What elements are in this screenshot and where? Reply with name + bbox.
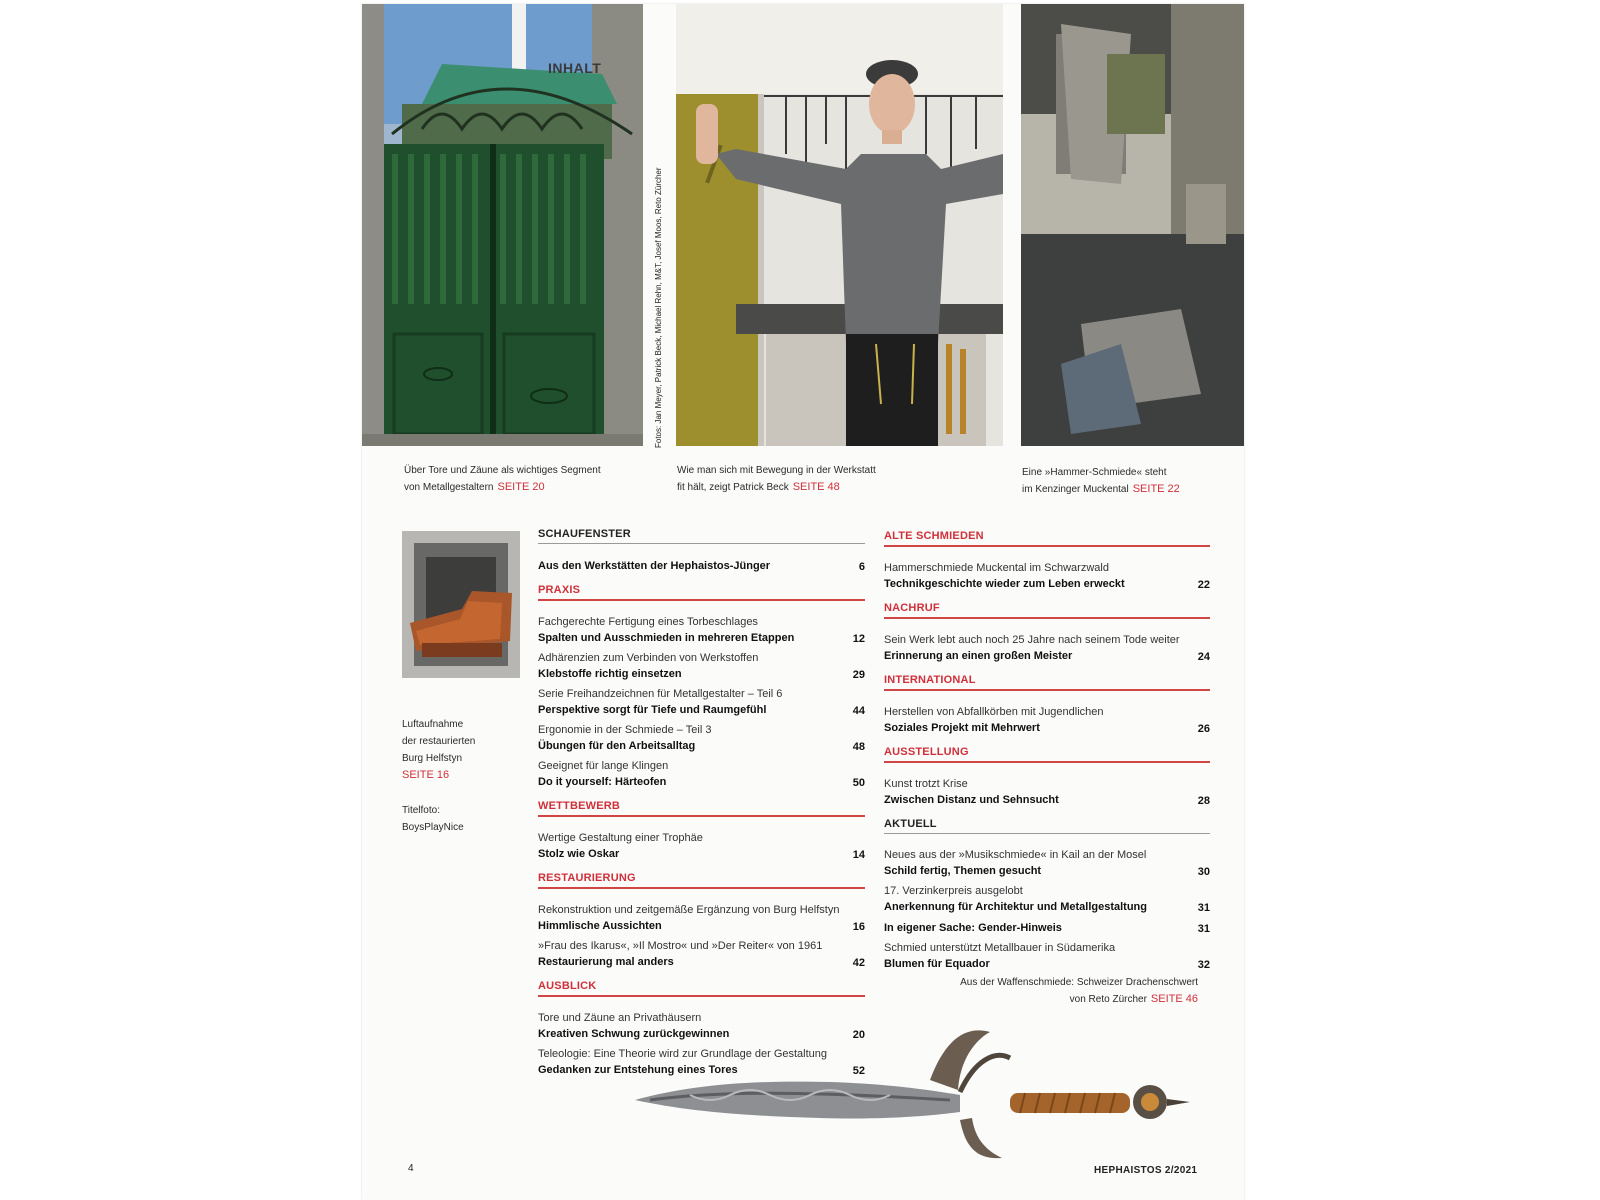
caption-smith-line2: fit hält, zeigt Patrick Beck — [677, 482, 789, 493]
toc-section-ausstellung — [884, 746, 1210, 818]
entry-page-number: 20 — [852, 1029, 865, 1041]
toc-entry[interactable] — [538, 615, 865, 646]
caption-gate — [404, 463, 601, 496]
entry-kicker: Kunst trotzt Krise — [884, 778, 968, 790]
section-heading: AKTUELL — [884, 818, 1210, 834]
toc-entry[interactable] — [884, 884, 1210, 915]
toc-section-wettbewerb — [538, 800, 865, 872]
entry-kicker: Sein Werk lebt auch noch 25 Jahre nach seinem Tode weiter — [884, 634, 1180, 646]
page-number: 4 — [408, 1163, 414, 1174]
caption-smith-page[interactable]: SEITE 48 — [792, 481, 840, 493]
entry-title: Himmlische Aussichten — [538, 920, 662, 932]
sidebar-page[interactable]: SEITE 16 — [402, 769, 450, 781]
toc-section-international — [884, 674, 1210, 746]
toc-entry[interactable] — [538, 558, 865, 574]
section-heading: AUSSTELLUNG — [884, 746, 1210, 763]
entry-kicker: Neues aus der »Musikschmiede« in Kail an der Mosel — [884, 849, 1147, 861]
entry-title: Gedanken zur Entstehung eines Tores — [538, 1064, 738, 1076]
toc-entry[interactable] — [884, 848, 1210, 879]
entry-page-number: 32 — [1197, 959, 1210, 971]
entry-page-number: 22 — [1197, 579, 1210, 591]
entry-kicker: Wertige Gestaltung einer Trophäe — [538, 832, 703, 844]
toc-entry[interactable] — [538, 651, 865, 682]
entry-title: Stolz wie Oskar — [538, 848, 620, 860]
entry-title: Zwischen Distanz und Sehnsucht — [884, 794, 1059, 806]
caption-hammer-line1: Eine »Hammer-Schmiede« steht — [1022, 467, 1167, 478]
toc-right-column — [884, 530, 1210, 982]
toc-entry[interactable] — [538, 687, 865, 718]
entry-title: Spalten und Ausschmieden in mehreren Etappen — [538, 632, 795, 644]
entry-kicker: Ergonomie in der Schmiede – Teil 3 — [538, 724, 712, 736]
toc-section-aktuell — [884, 818, 1210, 982]
toc-entry[interactable] — [884, 633, 1210, 664]
caption-gate-page[interactable]: SEITE 20 — [497, 481, 545, 493]
toc-entry[interactable] — [884, 561, 1210, 592]
entry-title: Technikgeschichte wieder zum Leben erweckt — [884, 578, 1125, 590]
entry-kicker: 17. Verzinkerpreis ausgelobt — [884, 885, 1023, 897]
caption-gate-line1: Über Tore und Zäune als wichtiges Segment — [404, 465, 601, 476]
magazine-issue: HEPHAISTOS 2/2021 — [1094, 1165, 1198, 1176]
sword-caption-line2: von Reto Zürcher — [1069, 994, 1147, 1005]
caption-hammer-page[interactable]: SEITE 22 — [1132, 483, 1180, 495]
section-heading: NACHRUF — [884, 602, 1210, 619]
entry-kicker: Hammerschmiede Muckental im Schwarzwald — [884, 562, 1109, 574]
entry-page-number: 28 — [1197, 795, 1210, 807]
caption-smith-line1: Wie man sich mit Bewegung in der Werkstatt — [677, 465, 876, 476]
entry-page-number: 42 — [852, 957, 865, 969]
entry-page-number: 16 — [852, 921, 865, 933]
entry-title: Schild fertig, Themen gesucht — [884, 865, 1042, 877]
toc-entry[interactable] — [538, 831, 865, 862]
section-heading: AUSBLICK — [538, 980, 865, 997]
entry-title: In eigener Sache: Gender-Hinweis — [884, 922, 1062, 934]
section-heading: ALTE SCHMIEDEN — [884, 530, 1210, 547]
sidebar-caption — [402, 716, 475, 784]
sword-caption-page[interactable]: SEITE 46 — [1150, 993, 1198, 1005]
entry-title: Kreativen Schwung zurückgewinnen — [538, 1028, 730, 1040]
entry-kicker: Rekonstruktion und zeitgemäße Ergänzung von Burg Helfstyn — [538, 904, 840, 916]
toc-entry[interactable] — [538, 723, 865, 754]
entry-page-number: 29 — [852, 669, 865, 681]
sidebar-caption-line2: der restaurierten — [402, 736, 476, 747]
section-heading: PRAXIS — [538, 584, 865, 601]
toc-entry[interactable] — [538, 939, 865, 970]
sword-caption-line1: Aus der Waffenschmiede: Schweizer Drachenschwert — [960, 977, 1198, 988]
entry-kicker: Fachgerechte Fertigung eines Torbeschlages — [538, 616, 758, 628]
entry-page-number: 48 — [852, 741, 865, 753]
dragon-sword-photo — [630, 1020, 1205, 1175]
workshop-smith-photo — [676, 4, 1003, 446]
entry-page-number: 31 — [1197, 923, 1210, 935]
entry-page-number: 44 — [852, 705, 865, 717]
toc-section-restaurierung — [538, 872, 865, 980]
entry-kicker: Adhärenzien zum Verbinden von Werkstoffen — [538, 652, 759, 664]
section-heading: INTERNATIONAL — [884, 674, 1210, 691]
entry-title: Erinnerung an einen großen Meister — [884, 650, 1073, 662]
caption-gate-line2: von Metallgestaltern — [404, 482, 494, 493]
hammer-mill-photo — [1021, 4, 1244, 446]
entry-page-number: 52 — [852, 1065, 865, 1077]
toc-entry[interactable] — [884, 920, 1210, 936]
entry-title: Anerkennung für Architektur und Metallgestaltung — [884, 901, 1147, 913]
entry-page-number: 30 — [1197, 866, 1210, 878]
entry-title: Perspektive sorgt für Tiefe und Raumgefühl — [538, 704, 767, 716]
entry-kicker: Schmied unterstützt Metallbauer in Südamerika — [884, 942, 1116, 954]
entry-title: Aus den Werkstätten der Hephaistos-Jünger — [538, 560, 771, 572]
photo-credit: Fotos: Jan Meyer, Patrick Beck, Michael Rehn, M&T, Josef Moos, Reto Zürcher — [654, 167, 663, 448]
sword-caption — [960, 975, 1198, 1008]
section-heading: RESTAURIERUNG — [538, 872, 865, 889]
toc-section-schaufenster — [538, 528, 865, 584]
entry-page-number: 6 — [858, 561, 865, 573]
cover-credit — [402, 802, 464, 836]
toc-entry[interactable] — [884, 705, 1210, 736]
entry-title: Soziales Projekt mit Mehrwert — [884, 722, 1040, 734]
toc-section-praxis — [538, 584, 865, 800]
castle-aerial-photo — [402, 531, 520, 678]
toc-entry[interactable] — [884, 777, 1210, 808]
sidebar-caption-line1: Luftaufnahme — [402, 719, 464, 730]
entry-kicker: Geeignet für lange Klingen — [538, 760, 669, 772]
entry-title: Übungen für den Arbeitsalltag — [538, 740, 696, 752]
entry-title: Restaurierung mal anders — [538, 956, 674, 968]
entry-page-number: 14 — [852, 849, 865, 861]
toc-left-column — [538, 528, 865, 1088]
caption-hammer — [1022, 465, 1180, 498]
inhalt-label: INHALT — [548, 60, 602, 76]
entry-kicker: Herstellen von Abfallkörben mit Jugendlichen — [884, 706, 1104, 718]
sidebar-caption-line3: Burg Helfstyn — [402, 753, 463, 764]
entry-kicker: Serie Freihandzeichnen für Metallgestalter – Teil 6 — [538, 688, 783, 700]
toc-entry[interactable] — [884, 941, 1210, 972]
toc-entry[interactable] — [538, 903, 865, 934]
toc-section-nachruf — [884, 602, 1210, 674]
cover-credit-name: BoysPlayNice — [402, 822, 464, 833]
entry-page-number: 12 — [852, 633, 865, 645]
entry-page-number: 50 — [852, 777, 865, 789]
section-heading: SCHAUFENSTER — [538, 528, 865, 544]
entry-title: Klebstoffe richtig einsetzen — [538, 668, 682, 680]
caption-smith — [677, 463, 876, 496]
toc-section-alte-schmieden — [884, 530, 1210, 602]
entry-page-number: 26 — [1197, 723, 1210, 735]
cover-credit-label: Titelfoto: — [402, 805, 440, 816]
entry-title: Blumen für Equador — [884, 958, 990, 970]
toc-entry[interactable] — [538, 759, 865, 790]
entry-kicker: Tore und Zäune an Privathäusern — [538, 1012, 702, 1024]
entry-kicker: »Frau des Ikarus«, »Il Mostro« und »Der Reiter« von 1961 — [538, 940, 823, 952]
section-heading: WETTBEWERB — [538, 800, 865, 817]
caption-hammer-line2: im Kenzinger Muckental — [1022, 484, 1129, 495]
entry-page-number: 31 — [1197, 902, 1210, 914]
entry-kicker: Teleologie: Eine Theorie wird zur Grundlage der Gestaltung — [538, 1048, 828, 1060]
entry-page-number: 24 — [1197, 651, 1210, 663]
entry-title: Do it yourself: Härteofen — [538, 776, 667, 788]
